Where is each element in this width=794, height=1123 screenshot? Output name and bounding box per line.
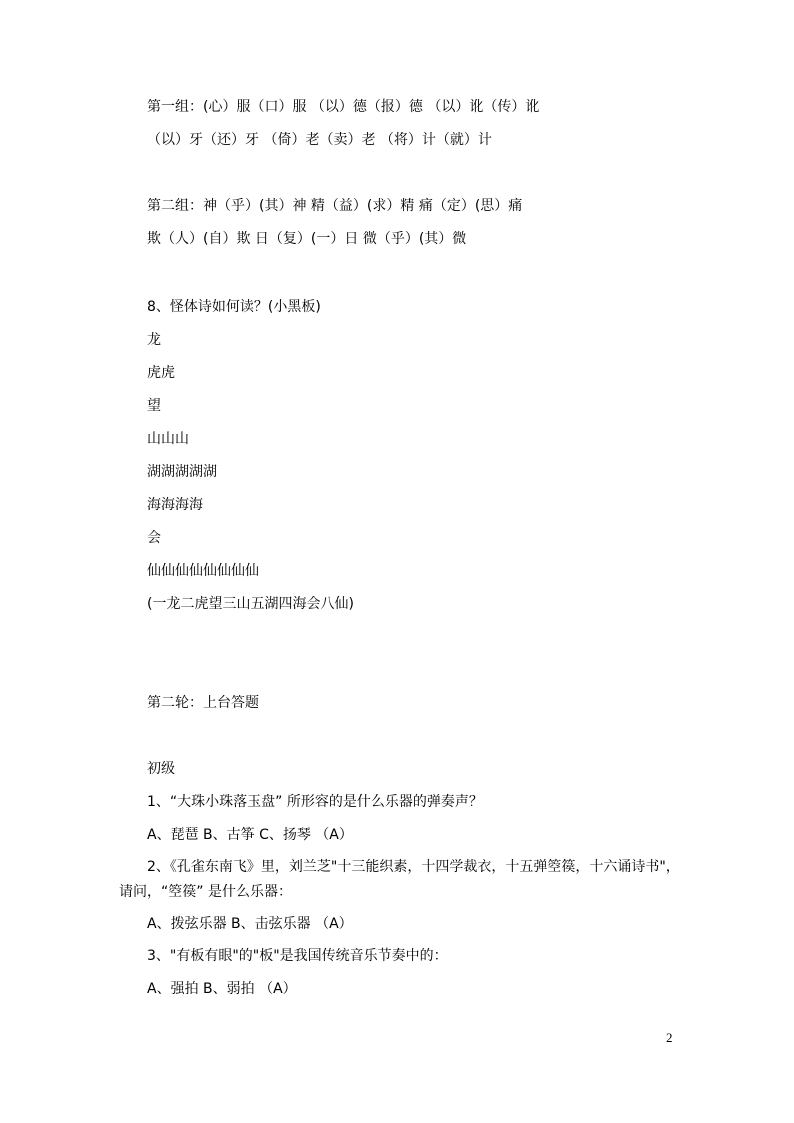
poem-line: 海海海海 [147, 497, 203, 513]
page-number: 2 [666, 1030, 673, 1045]
poem-line: 望 [147, 398, 161, 414]
poem-line: 仙仙仙仙仙仙仙仙 [147, 563, 259, 579]
poem-line: 龙 [147, 332, 161, 348]
poem-question: 8、怪体诗如何读？(小黑板) [147, 299, 321, 315]
question-2-line2: 请问，“箜篌” 是什么乐器： [119, 884, 292, 900]
group1-line2: （以）牙（还）牙 （倚）老（卖）老 （将）计（就）计 [147, 132, 492, 148]
question-2-line1: 2、《孔雀东南飞》里，刘兰芝"十三能织素，十四学裁衣，十五弹箜篌，十六诵诗书"， [147, 859, 680, 875]
poem-line: 湖湖湖湖湖 [147, 464, 217, 480]
question-1-options: A、琵琶 B、古筝 C、扬琴 （A） [147, 827, 353, 843]
round2-title: 第二轮：上台答题 [147, 695, 259, 711]
level-label: 初级 [147, 761, 175, 777]
poem-line: 虎虎 [147, 365, 175, 381]
poem-line: 山山山 [147, 431, 189, 447]
group2-line1: 第二组：神（乎）(其）神 精（益）(求）精 痛（定）(思）痛 [147, 198, 523, 214]
poem-line: 会 [147, 530, 161, 546]
question-3: 3、"有板有眼"的"板"是我国传统音乐节奏中的： [147, 948, 448, 964]
group2-line2: 欺（人）(自）欺 日（复）(一）日 微（乎）(其）微 [147, 231, 467, 247]
poem-answer: (一龙二虎望三山五湖四海会八仙) [147, 596, 354, 612]
question-3-options: A、强拍 B、弱拍 （A） [147, 981, 297, 997]
question-2-options: A、拨弦乐器 B、击弦乐器 （A） [147, 916, 353, 932]
group1-line1: 第一组：(心）服（口）服 （以）德（报）德 （以）讹（传）讹 [147, 99, 540, 115]
question-1: 1、“大珠小珠落玉盘” 所形容的是什么乐器的弹奏声？ [147, 794, 483, 810]
